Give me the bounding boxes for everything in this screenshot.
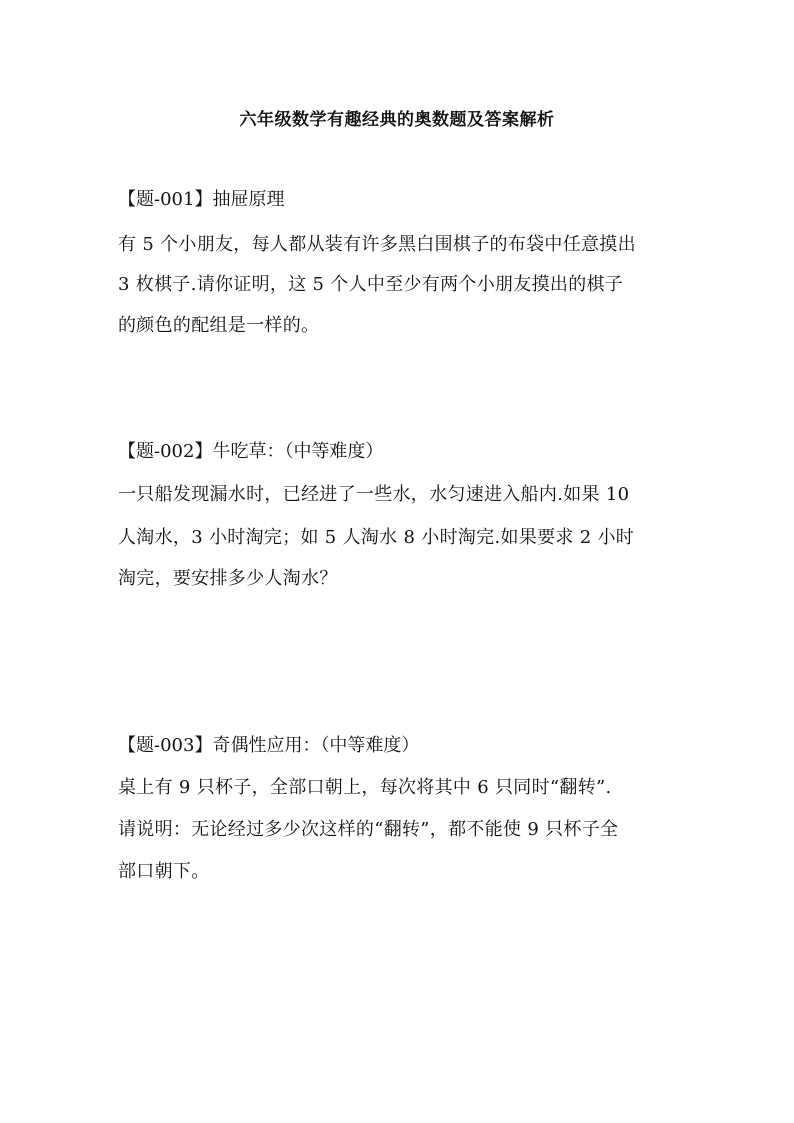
- problem-heading-002: 【题-002】牛吃草：（中等难度）: [118, 441, 384, 462]
- problem-001-line-2: 3 枚棋子.请你证明，这 5 个人中至少有两个小朋友摸出的棋子: [118, 274, 624, 295]
- problem-002-line-2: 人淘水，3 小时淘完；如 5 人淘水 8 小时淘完.如果要求 2 小时: [118, 527, 635, 548]
- problem-heading-001: 【题-001】抽屉原理: [118, 189, 285, 210]
- problem-002-line-1: 一只船发现漏水时，已经进了一些水，水匀速进入船内.如果 10: [118, 484, 630, 505]
- problem-003-line-3: 部口朝下。: [118, 861, 210, 882]
- problem-heading-003: 【题-003】奇偶性应用：（中等难度）: [118, 735, 420, 756]
- problem-003-line-2: 请说明：无论经过多少次这样的“翻转”，都不能使 9 只杯子全: [118, 819, 619, 840]
- problem-001-line-1: 有 5 个小朋友，每人都从装有许多黑白围棋子的布袋中任意摸出: [118, 234, 636, 255]
- problem-003-line-1: 桌上有 9 只杯子，全部口朝上，每次将其中 6 只同时“翻转”.: [118, 777, 612, 798]
- document-title: 六年级数学有趣经典的奥数题及答案解析: [239, 110, 555, 130]
- problem-001-line-3: 的颜色的配组是一样的。: [118, 315, 320, 336]
- problem-002-line-3: 淘完，要安排多少人淘水？: [118, 568, 338, 589]
